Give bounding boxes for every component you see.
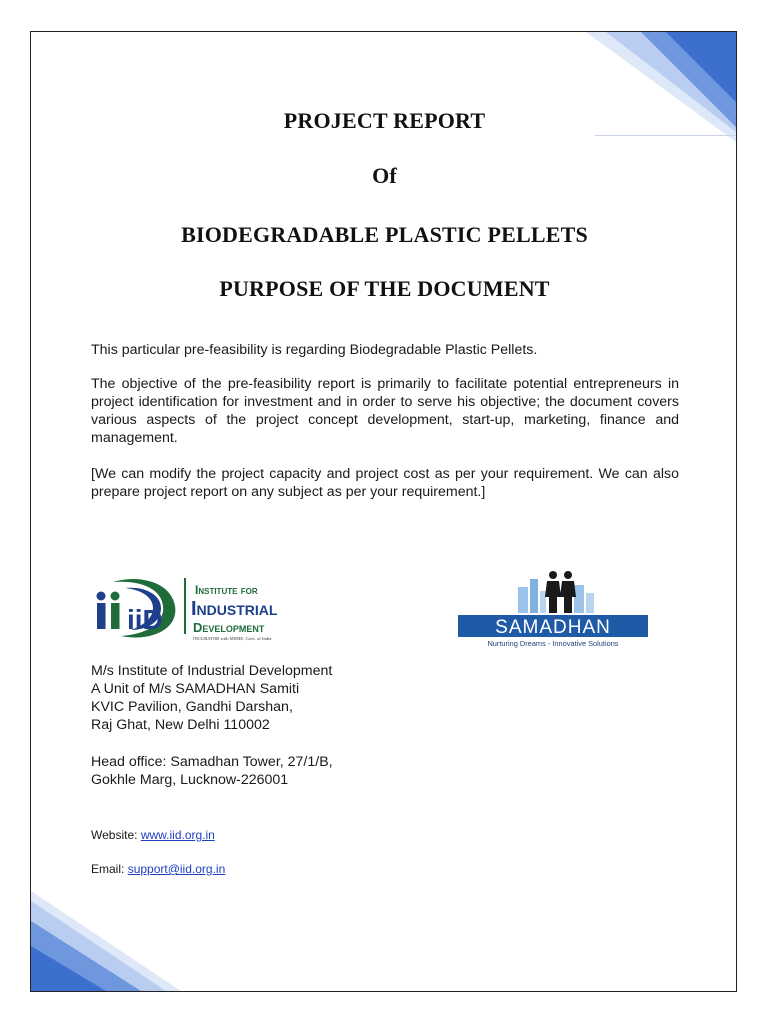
paragraph-intro: This particular pre-feasibility is regarding Biodegradable Plastic Pellets. — [91, 342, 538, 358]
address-line: M/s Institute of Industrial Development — [91, 663, 333, 679]
address-line: A Unit of M/s SAMADHAN Samiti — [91, 681, 300, 697]
email-link[interactable]: support@iid.org.in — [127, 862, 226, 876]
paragraph-note: [We can modify the project capacity and project cost as per your requirement. We can also prepare project report on any subject as per your requirement.] — [91, 466, 679, 500]
paragraph-objective: The objective of the pre-feasibility report is primarily to facilitate potential entrepreneurs in project identification for investment and in order to serve his objective; the document covers various aspects of the project concept development, start-up, marketing, finance and management. — [91, 376, 679, 446]
heading-of: Of — [372, 163, 397, 188]
heading-title: BIODEGRADABLE PLASTIC PELLETS — [181, 222, 588, 247]
website-label: Website: — [91, 828, 141, 842]
email-row — [91, 862, 225, 877]
address-line: Gokhle Marg, Lucknow-226001 — [91, 772, 289, 788]
address-line: KVIC Pavilion, Gandhi Darshan, — [91, 699, 293, 715]
heading-purpose: PURPOSE OF THE DOCUMENT — [219, 276, 550, 301]
iid-logo-line2: Industrial — [191, 598, 278, 620]
samadhan-logo-tagline: Nurturing Dreams - Innovative Solutions — [487, 639, 619, 648]
iid-logo-tagline: INCUBATOR with MSME, Govt. of India — [193, 636, 272, 641]
address-block-head-office — [91, 753, 491, 789]
corner-decoration-line — [595, 135, 737, 136]
website-row — [91, 828, 215, 843]
samadhan-logo — [458, 567, 648, 649]
iid-logo-mark: iiD — [127, 604, 163, 635]
corner-decoration-bottom-left — [31, 891, 181, 991]
heading-project-report: PROJECT REPORT — [283, 108, 486, 133]
iid-logo — [91, 572, 311, 642]
samadhan-logo-name: SAMADHAN — [495, 617, 611, 638]
email-label: Email: — [91, 862, 128, 876]
website-link[interactable]: www.iid.org.in — [140, 828, 215, 842]
iid-logo-line3: Development — [193, 620, 265, 635]
address-line: Raj Ghat, New Delhi 110002 — [91, 717, 270, 733]
address-block-delhi — [91, 662, 491, 734]
iid-logo-line1: Institute for — [195, 583, 258, 597]
address-line: Head office: Samadhan Tower, 27/1/B, — [91, 754, 333, 770]
document-page — [30, 31, 737, 992]
